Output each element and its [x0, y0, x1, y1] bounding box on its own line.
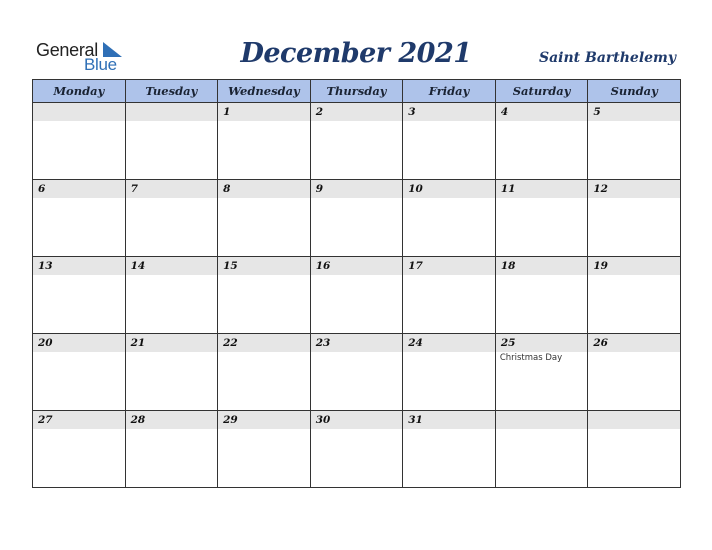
- day-cell: [310, 180, 403, 257]
- day-number: 26: [588, 334, 680, 352]
- day-cell: [33, 103, 126, 180]
- day-cell: [310, 411, 403, 488]
- day-number: 31: [403, 411, 495, 429]
- day-cell: [495, 411, 588, 488]
- day-cell: [125, 103, 218, 180]
- day-cell: [588, 411, 681, 488]
- holiday-label: Christmas Day: [499, 353, 563, 363]
- day-number: 14: [126, 257, 218, 275]
- day-number: 1: [218, 103, 310, 121]
- day-number: 5: [588, 103, 680, 121]
- day-number: 23: [311, 334, 403, 352]
- day-cell: [495, 334, 588, 411]
- day-number: 28: [126, 411, 218, 429]
- day-number: 21: [126, 334, 218, 352]
- day-number: 13: [33, 257, 125, 275]
- day-cell: [218, 334, 311, 411]
- day-cell: [125, 411, 218, 488]
- day-cell: [218, 103, 311, 180]
- day-number: 24: [403, 334, 495, 352]
- day-number: 3: [403, 103, 495, 121]
- day-number: 2: [311, 103, 403, 121]
- day-cell: [403, 411, 496, 488]
- day-number: 12: [588, 180, 680, 198]
- day-cell: [218, 411, 311, 488]
- day-number: 9: [311, 180, 403, 198]
- day-number: 29: [218, 411, 310, 429]
- day-number: 10: [403, 180, 495, 198]
- day-cell: [588, 334, 681, 411]
- day-cell: [33, 411, 126, 488]
- day-cell: [588, 103, 681, 180]
- day-cell: [495, 257, 588, 334]
- day-cell: [125, 180, 218, 257]
- day-number: 8: [218, 180, 310, 198]
- day-cell: [403, 103, 496, 180]
- day-number: 20: [33, 334, 125, 352]
- day-number: [588, 411, 680, 429]
- day-number: 16: [311, 257, 403, 275]
- day-number: 7: [126, 180, 218, 198]
- day-cell: [310, 334, 403, 411]
- day-cell: [495, 103, 588, 180]
- weekday-header: Thursday: [310, 80, 403, 103]
- logo-blue-text: Blue: [84, 55, 117, 74]
- week-row: [33, 180, 681, 257]
- week-row: [33, 334, 681, 411]
- day-number: 25: [496, 334, 588, 352]
- day-number: 30: [311, 411, 403, 429]
- day-number: 22: [218, 334, 310, 352]
- day-number: [33, 103, 125, 121]
- day-cell: [310, 257, 403, 334]
- day-cell: [403, 334, 496, 411]
- weekday-header: Wednesday: [218, 80, 311, 103]
- day-cell: [588, 180, 681, 257]
- day-number: 4: [496, 103, 588, 121]
- weekday-header: Monday: [33, 80, 126, 103]
- weekday-header: Sunday: [588, 80, 681, 103]
- day-number: 6: [33, 180, 125, 198]
- calendar-title: December 2021: [240, 38, 472, 69]
- day-number: [496, 411, 588, 429]
- day-cell: [33, 180, 126, 257]
- day-number: [126, 103, 218, 121]
- day-cell: [33, 257, 126, 334]
- day-cell: [218, 257, 311, 334]
- weekday-header: Tuesday: [125, 80, 218, 103]
- day-number: 17: [403, 257, 495, 275]
- day-cell: [588, 257, 681, 334]
- weekday-header: Saturday: [495, 80, 588, 103]
- week-row: [33, 257, 681, 334]
- day-cell: [495, 180, 588, 257]
- region-name: Saint Barthelemy: [538, 50, 676, 66]
- logo-general-text: General: [36, 40, 98, 60]
- day-number: 27: [33, 411, 125, 429]
- weekday-header-row: [33, 80, 681, 103]
- calendar-grid: [32, 79, 681, 488]
- day-cell: [33, 334, 126, 411]
- day-number: 11: [496, 180, 588, 198]
- day-number: 19: [588, 257, 680, 275]
- day-cell: [310, 103, 403, 180]
- day-number: 18: [496, 257, 588, 275]
- week-row: [33, 411, 681, 488]
- day-cell: [125, 257, 218, 334]
- day-cell: [218, 180, 311, 257]
- weekday-header: Friday: [403, 80, 496, 103]
- day-cell: [125, 334, 218, 411]
- week-row: [33, 103, 681, 180]
- day-cell: [403, 257, 496, 334]
- day-number: 15: [218, 257, 310, 275]
- day-cell: [403, 180, 496, 257]
